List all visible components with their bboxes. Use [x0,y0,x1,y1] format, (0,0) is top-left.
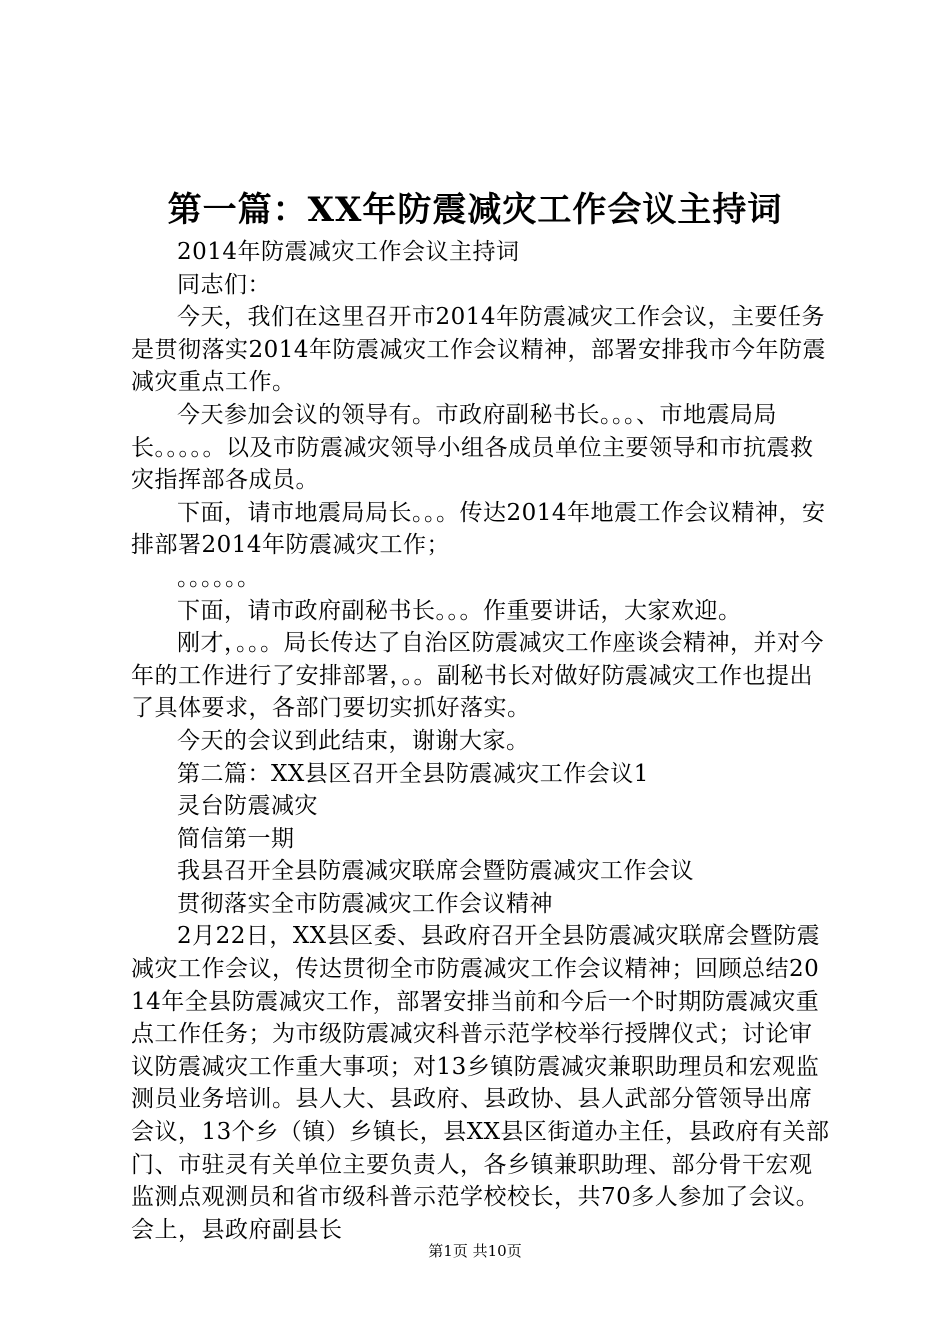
body-paragraph: 贯彻落实全市防震减灾工作会议精神 [177,890,553,917]
body-paragraph: 下面，请市政府副秘书长。。。作重要讲话，大家欢迎。 [177,597,742,624]
body-paragraph: 灵台防震减灾 [177,793,318,820]
body-paragraph: 今天的会议到此结束，谢谢大家。 [177,727,530,754]
document-title: 第一篇：XX年防震减灾工作会议主持词 [167,190,783,230]
page-footer: 第1页 共10页 [428,1242,522,1260]
body-paragraph: 今天，我们在这里召开市2014年防震减灾工作会议，主要任务是贯彻落实2014年防震减灾工作会议精神，部署安排我市今年防震减灾重点工作。 [131,304,827,396]
body-paragraph: 今天参加会议的领导有。市政府副秘书长。。。、市地震局局长。。。。。以及市防震减灾领导小组各成员单位主要领导和市抗震救灾指挥部各成员。 [131,401,814,494]
body-paragraph: 下面，请市地震局局长。。。传达2014年地震工作会议精神，安排部署2014年防震减灾工作； [131,499,826,559]
document-body [131,236,833,1246]
subtitle-paragraph: 2014年防震减灾工作会议主持词 [177,239,520,265]
salutation-paragraph: 同志们： [177,271,271,298]
body-paragraph: 简信第一期 [177,825,295,852]
ellipsis-paragraph: 。。。。。。 [177,564,261,591]
body-paragraph: 刚才，。。。局长传达了自治区防震减灾工作座谈会精神，并对今年的工作进行了安排部署，。。副秘书长对做好防震减灾工作也提出了具体要求，各部门要切实抓好落实。 [131,630,824,722]
body-paragraph: 2月22日，XX县区委、县政府召开全县防震减灾联席会暨防震减灾工作会议，传达贯彻全市防震减灾工作会议精神；回顾总结2014年全县防震减灾工作，部署安排当前和今后一个时期防震减灾重点工作任务；为市级防震减灾科普示范学校举行授牌仪式；讨论审议防震减灾工作重大事项；对13乡镇防震减灾兼职助理员和宏观监测员业务培训。县人大、县政府、县政协、县人武部分管领导出席会议，13个乡（镇）乡镇长，县XX县区街道办主任，县政府有关部门、市驻灵有关单位主要负责人，各乡镇兼职助理、部分骨干宏观监测点观测员和省市级科普示范学校校长，共70多人参加了会议。会上，县政府副县长 [131,923,830,1243]
section-heading: 第二篇：XX县区召开全县防震减灾工作会议1 [177,760,649,787]
body-paragraph: 我县召开全县防震减灾联席会暨防震减灾工作会议 [177,858,694,885]
